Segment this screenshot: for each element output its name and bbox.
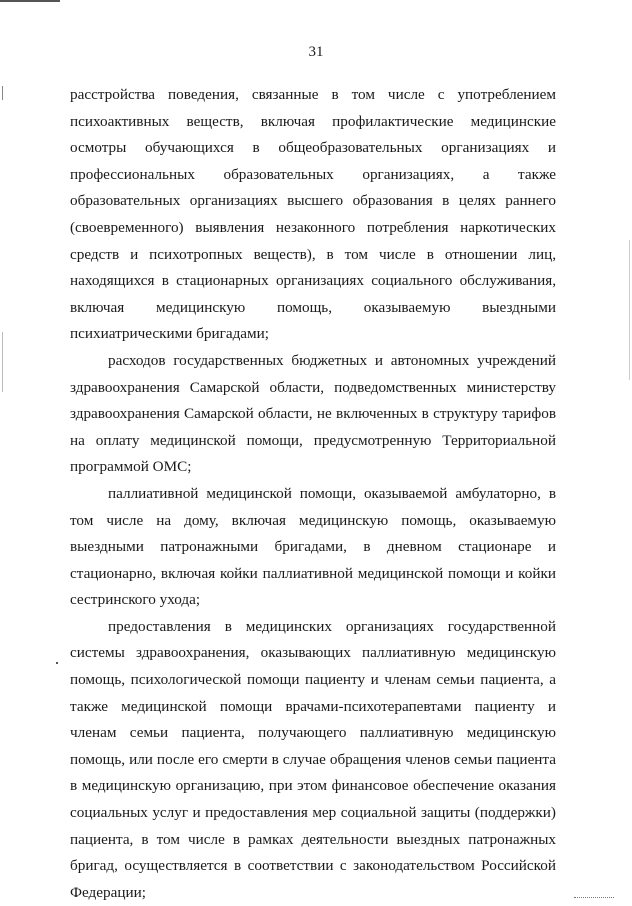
page-number: 31 (308, 44, 324, 60)
scan-edge-mark (0, 0, 60, 2)
paragraph-palliative-care: паллиативной медицинской помощи, оказываемой амбулаторно, в том числе на дому, включая медицинскую помощь, оказываемую выездными патронажными бригадами, в дневном стационаре и стационарно, включая койки паллиативной медицинской помощи и койки сестринского ухода; (70, 484, 556, 609)
document-body (70, 82, 556, 906)
paragraph-continuation: расстройства поведения, связанные в том числе с употреблением психоактивных веществ, включая профилактические медицинские осмотры обучающихся в общеобразовательных организациях и профессиональных образовательных организациях, а также образовательных организациях высшего образования в целях раннего (своевременного) выявления незаконного потребления наркотических средств и психотропных веществ), в том числе в отношении лиц, находящихся в стационарных организациях социального обслуживания, включая медицинскую помощь, оказываемую выездными психиатрическими бригадами; (70, 86, 556, 343)
paragraph-expenses: расходов государственных бюджетных и автономных учреждений здравоохранения Самарской области, подведомственных министерству здравоохранения Самарской области, не включенных в структуру тарифов на оплату медицинской помощи, предусмотренную Территориальной программой ОМС; (70, 351, 556, 476)
scan-speck (56, 662, 58, 664)
scan-edge-mark (2, 332, 3, 392)
scan-edge-mark (629, 240, 630, 380)
scan-edge-mark (574, 897, 614, 899)
paragraph-psychological-help: предоставления в медицинских организациях государственной системы здравоохранения, оказывающих паллиативную медицинскую помощь, психологической помощи пациенту и членам семьи пациента, а также медицинской помощи врачами-психотерапевтами пациенту и членам семьи пациента, получающего паллиативную медицинскую помощь, или после его смерти в случае обращения членов семьи пациента в медицинскую организацию, при этом финансовое обеспечение оказания социальных услуг и предоставления мер социальной защиты (поддержки) пациента, в том числе в рамках деятельности выездных патронажных бригад, осуществляется в соответствии с законодательством Российской Федерации; (70, 617, 556, 901)
scan-edge-mark (2, 86, 3, 100)
